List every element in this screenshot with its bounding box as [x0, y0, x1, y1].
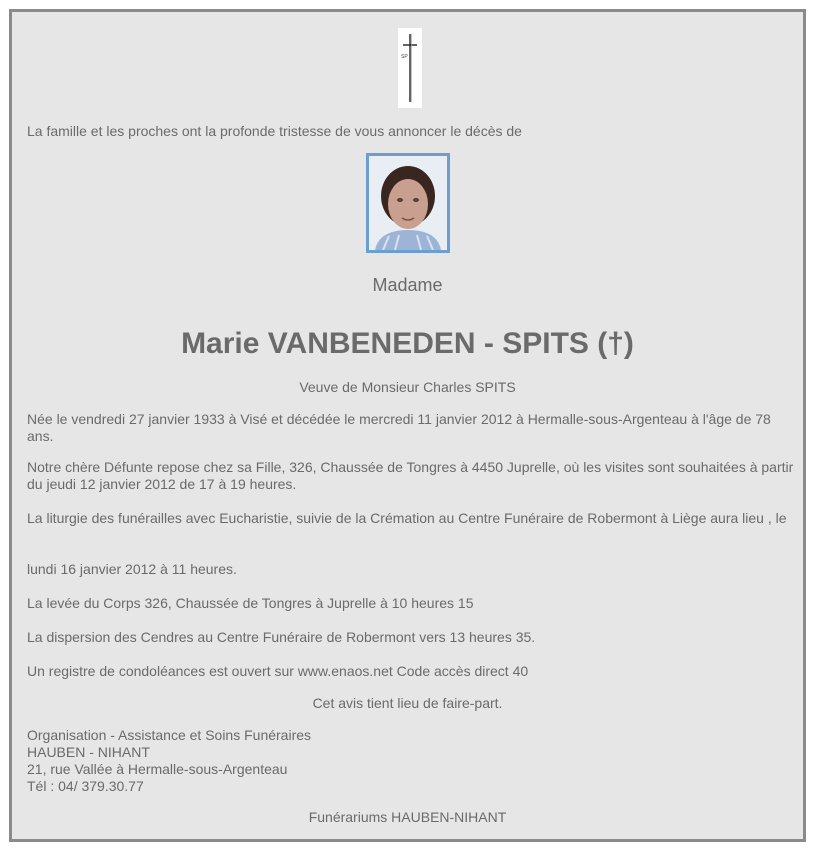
organisation-address: 21, rue Vallée à Hermalle-sous-Argenteau: [27, 761, 288, 777]
organisation-block: [27, 727, 797, 795]
liturgy-date-text: lundi 16 janvier 2012 à 11 heures.: [27, 561, 237, 577]
organisation-name: HAUBEN - NIHANT: [27, 744, 150, 760]
cross-logo: [398, 28, 422, 108]
liturgy-text: La liturgie des funérailles avec Eucharistie, suivie de la Crémation au Centre Funéraire de Robermont à Liège aura lieu , le: [27, 510, 787, 526]
widow-of-text: Veuve de Monsieur Charles SPITS: [299, 379, 516, 395]
organisation-line-1: Organisation - Assistance et Soins Funéraires: [27, 727, 312, 743]
portrait-image: [369, 156, 447, 250]
register-text: Un registre de condoléances est ouvert sur www.enaos.net Code accès direct 40: [27, 663, 529, 679]
birth-death-text: Née le vendredi 27 janvier 1933 à Visé et décédée le mercredi 11 janvier 2012 à Hermalle-sous-Argenteau à l'âge de 78 ans.: [27, 411, 771, 444]
salutation: Madame: [372, 275, 443, 295]
intro-text: La famille et les proches ont la profonde tristesse de vous annoncer le décès de: [27, 123, 522, 139]
deceased-name: Marie VANBENEDEN - SPITS (†): [181, 327, 634, 360]
obituary-card: [9, 9, 806, 842]
footer-text: Funérariums HAUBEN-NIHANT: [308, 809, 507, 825]
cross-icon: [398, 28, 422, 108]
dispersion-text: La dispersion des Cendres au Centre Funéraire de Robermont vers 13 heures 35.: [27, 629, 536, 645]
cross-initials: SP: [401, 54, 408, 60]
deceased-photo: [366, 153, 450, 253]
notice-text: Cet avis tient lieu de faire-part.: [312, 695, 503, 711]
levee-text: La levée du Corps 326, Chaussée de Tongres à Juprelle à 10 heures 15: [27, 595, 474, 611]
rests-at-text: Notre chère Défunte repose chez sa Fille, 326, Chaussée de Tongres à 4450 Juprelle, où les visites sont souhaitées à partir du jeudi 12 janvier 2012 de 17 à 19 heures.: [27, 459, 794, 492]
organisation-phone: Tél : 04/ 379.30.77: [27, 778, 144, 794]
